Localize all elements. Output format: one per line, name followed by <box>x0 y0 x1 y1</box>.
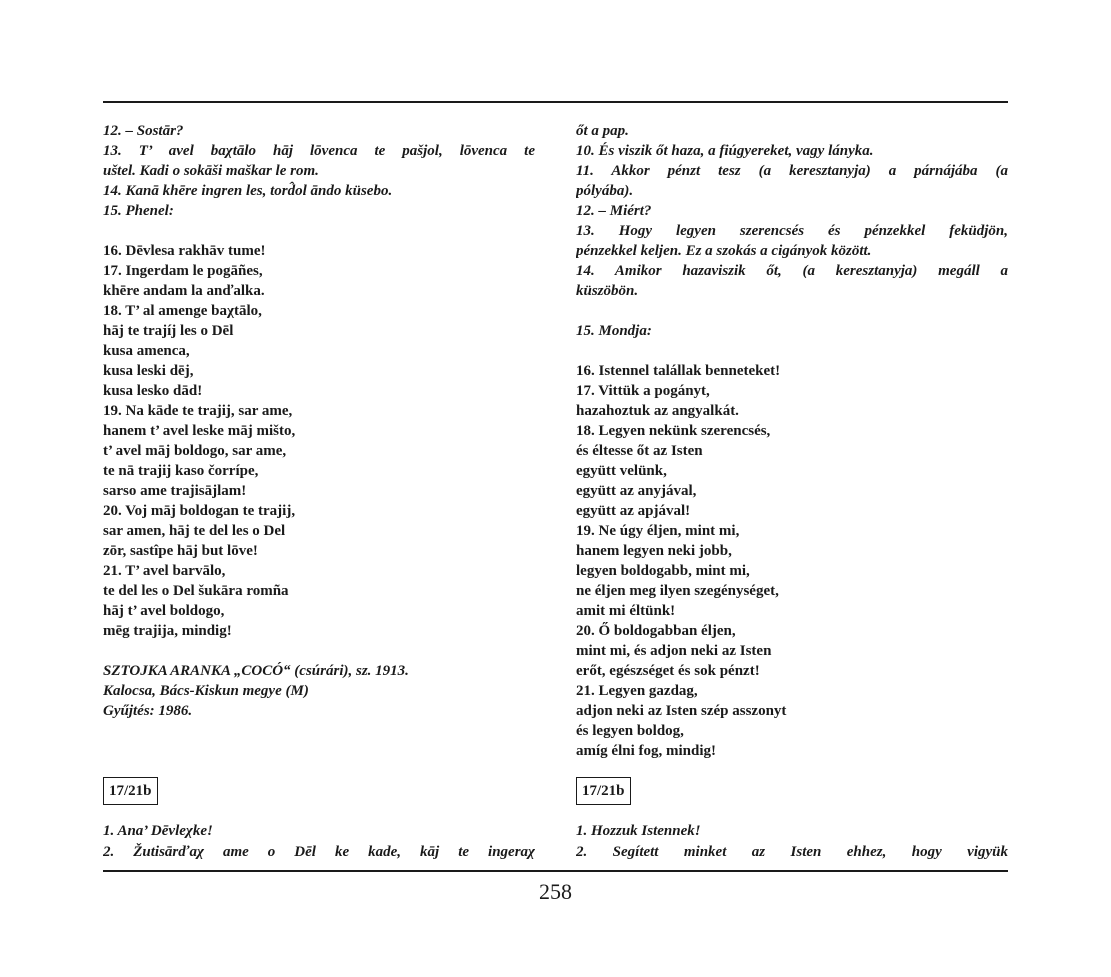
verse-line: 17. Vittük a pogányt, <box>576 383 710 399</box>
verse-line: hāj te trajíj les o Dēl <box>103 323 234 339</box>
text-line: 14. Amikor hazaviszik őt, (a keresztanyja) megáll a <box>576 263 1008 279</box>
verse-line: hanem legyen neki jobb, <box>576 543 732 559</box>
verse-line: legyen boldogabb, mint mi, <box>576 563 750 579</box>
verse-line: kusa leski dēj, <box>103 363 194 379</box>
page-number: 258 <box>539 879 572 904</box>
right-reference-box: 17/21b <box>576 777 631 805</box>
text-line: 15. Phenel: <box>103 203 174 219</box>
verse-line: kusa lesko dād! <box>103 383 203 399</box>
verse-line: zōr, sastîpe hāj but lōve! <box>103 543 258 559</box>
text-line: 14. Kanā khēre ingren les, tord̂ol āndo küsebo. <box>103 183 393 199</box>
verse-line: sar amen, hāj te del les o Del <box>103 523 286 539</box>
verse-line: hanem t’ avel leske māj mišto, <box>103 423 296 439</box>
verse-line: kusa amenca, <box>103 343 190 359</box>
verse-line: 17. Ingerdam le pogāñes, <box>103 263 263 279</box>
text-line: uštel. Kadi o sokāši maškar le rom. <box>103 163 319 179</box>
verse-line: adjon neki az Isten szép asszonyt <box>576 703 787 719</box>
source-location: Kalocsa, Bács-Kiskun megye (M) <box>103 683 309 699</box>
top-rule <box>103 101 1008 103</box>
verse-line: 16. Dēvlesa rakhāv tume! <box>103 243 266 259</box>
verse-line: erőt, egészséget és sok pénzt! <box>576 663 760 679</box>
verse-line: 16. Istennel talállak benneteket! <box>576 363 781 379</box>
text-line: 13. Hogy legyen szerencsés és pénzekkel feküdjön, <box>576 223 1008 239</box>
verse-line: 18. Legyen nekünk szerencsés, <box>576 423 771 439</box>
verse-line: 20. Ő boldogabban éljen, <box>576 623 736 639</box>
verse-line: 21. T’ avel barvālo, <box>103 563 226 579</box>
right-column <box>576 121 1008 761</box>
text-line: pénzekkel keljen. Ez a szokás a cigányok között. <box>576 243 872 259</box>
text-line: 12. – Sostār? <box>103 123 184 139</box>
text-line: 1. Ana’ Dēvleχke! <box>103 823 213 839</box>
text-line: 2. Žutisārďaχ ame o Dēl ke kade, kāj te ingeraχ <box>103 844 535 860</box>
right-bottom-text <box>576 821 1008 863</box>
left-reference-box: 17/21b <box>103 777 158 805</box>
verse-line: ne éljen meg ilyen szegénységet, <box>576 583 779 599</box>
verse-line: és legyen boldog, <box>576 723 684 739</box>
text-line: 1. Hozzuk Istennek! <box>576 823 701 839</box>
verse-line: hazahoztuk az angyalkát. <box>576 403 739 419</box>
verse-line: amit mi éltünk! <box>576 603 676 619</box>
verse-line: 19. Na kāde te trajij, sar ame, <box>103 403 293 419</box>
left-bottom-text <box>103 821 535 863</box>
verse-line: 19. Ne úgy éljen, mint mi, <box>576 523 740 539</box>
verse-line: együtt az anyjával, <box>576 483 697 499</box>
verse-line: mēg trajija, mindig! <box>103 623 232 639</box>
text-line: pólyába). <box>576 183 634 199</box>
verse-line: együtt az apjával! <box>576 503 691 519</box>
text-line: őt a pap. <box>576 123 629 139</box>
left-column <box>103 121 535 721</box>
verse-line: 18. T’ al amenge baχtālo, <box>103 303 262 319</box>
verse-line: 21. Legyen gazdag, <box>576 683 698 699</box>
verse-line: amíg élni fog, mindig! <box>576 743 717 759</box>
verse-line: t’ avel māj boldogo, sar ame, <box>103 443 287 459</box>
text-line: 15. Mondja: <box>576 323 652 339</box>
text-line: 2. Segített minket az Isten ehhez, hogy vigyük <box>576 844 1008 860</box>
verse-line: 20. Voj māj boldogan te trajij, <box>103 503 296 519</box>
verse-line: te del les o Del šukāra romña <box>103 583 289 599</box>
text-line: küszöbön. <box>576 283 639 299</box>
verse-line: te nā trajij kaso čorrípe, <box>103 463 259 479</box>
text-line: 13. T’ avel baχtālo hāj lōvenca te pašjol, lōvenca te <box>103 143 535 159</box>
verse-line: mint mi, és adjon neki az Isten <box>576 643 772 659</box>
verse-line: sarso ame trajisājlam! <box>103 483 247 499</box>
text-line: 11. Akkor pénzt tesz (a keresztanyja) a párnájába (a <box>576 163 1008 179</box>
source-informant: SZTOJKA ARANKA „COCÓ“ (csúrári), sz. 1913. <box>103 663 409 679</box>
verse-line: khēre andam la anďalka. <box>103 283 265 299</box>
verse-line: együtt velünk, <box>576 463 667 479</box>
verse-line: hāj t’ avel boldogo, <box>103 603 225 619</box>
text-line: 10. És viszik őt haza, a fiúgyereket, vagy lányka. <box>576 143 874 159</box>
source-collection-year: Gyűjtés: 1986. <box>103 703 193 719</box>
text-line: 12. – Miért? <box>576 203 652 219</box>
verse-line: és éltesse őt az Isten <box>576 443 703 459</box>
bottom-rule <box>103 870 1008 872</box>
